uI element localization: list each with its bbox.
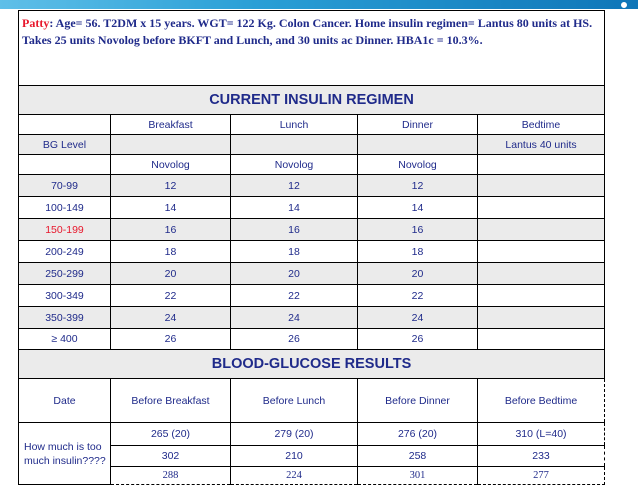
dose-dinner: 24 bbox=[358, 307, 478, 329]
dose-bedtime bbox=[478, 197, 605, 219]
results-header-before-bedtime: Before Bedtime bbox=[478, 379, 605, 423]
result-before-lunch: 279 (20) bbox=[231, 423, 358, 446]
insulin-type-lunch: Novolog bbox=[231, 155, 358, 175]
table-row bbox=[19, 175, 605, 197]
bg-range: 250-299 bbox=[19, 263, 111, 285]
dose-breakfast: 14 bbox=[111, 197, 231, 219]
result-before-lunch: 224 bbox=[231, 467, 358, 485]
insulin-type-breakfast: Novolog bbox=[111, 155, 231, 175]
dose-breakfast: 12 bbox=[111, 175, 231, 197]
insulin-question: How much is too much insulin???? bbox=[19, 423, 111, 485]
bedtime-dose: Lantus 40 units bbox=[478, 135, 605, 155]
dose-lunch: 26 bbox=[231, 329, 358, 350]
result-before-lunch: 210 bbox=[231, 446, 358, 467]
bg-range: 200-249 bbox=[19, 241, 111, 263]
insulin-type-blank bbox=[19, 155, 111, 175]
result-before-dinner: 258 bbox=[358, 446, 478, 467]
dose-lunch: 14 bbox=[231, 197, 358, 219]
dose-breakfast: 22 bbox=[111, 285, 231, 307]
dose-lunch: 16 bbox=[231, 219, 358, 241]
table-row bbox=[19, 219, 605, 241]
dose-dinner: 18 bbox=[358, 241, 478, 263]
bg-level-label: BG Level bbox=[19, 135, 111, 155]
results-title: BLOOD-GLUCOSE RESULTS bbox=[211, 356, 412, 372]
patient-name: Patty bbox=[22, 16, 50, 30]
slide-header-bar bbox=[0, 0, 638, 9]
dose-dinner: 26 bbox=[358, 329, 478, 350]
results-header-before-dinner: Before Dinner bbox=[358, 379, 478, 423]
dose-dinner: 22 bbox=[358, 285, 478, 307]
result-before-dinner: 276 (20) bbox=[358, 423, 478, 446]
dose-bedtime bbox=[478, 241, 605, 263]
results-header-before-breakfast: Before Breakfast bbox=[111, 379, 231, 423]
table-row bbox=[19, 263, 605, 285]
dose-lunch: 24 bbox=[231, 307, 358, 329]
bg-range: 300-349 bbox=[19, 285, 111, 307]
table-row bbox=[19, 307, 605, 329]
patient-summary bbox=[19, 11, 605, 86]
dose-dinner: 16 bbox=[358, 219, 478, 241]
result-before-bedtime: 310 (L=40) bbox=[478, 423, 605, 446]
dose-breakfast: 20 bbox=[111, 263, 231, 285]
table-row bbox=[19, 197, 605, 219]
dose-lunch: 22 bbox=[231, 285, 358, 307]
table-row bbox=[19, 329, 605, 350]
dose-dinner: 12 bbox=[358, 175, 478, 197]
dose-lunch: 20 bbox=[231, 263, 358, 285]
result-before-breakfast: 302 bbox=[111, 446, 231, 467]
bg-breakfast-blank bbox=[111, 135, 231, 155]
results-header-before-lunch: Before Lunch bbox=[231, 379, 358, 423]
insulin-type-dinner: Novolog bbox=[358, 155, 478, 175]
slide-header-dot bbox=[620, 1, 628, 9]
result-before-dinner: 301 bbox=[358, 467, 478, 485]
bg-range: 350-399 bbox=[19, 307, 111, 329]
header-blank bbox=[19, 115, 111, 135]
dose-breakfast: 26 bbox=[111, 329, 231, 350]
dose-lunch: 12 bbox=[231, 175, 358, 197]
patient-summary-text: : Age= 56. T2DM x 15 years. WGT= 122 Kg. Colon Cancer. Home insulin regimen= Lantus 80 units at HS. Takes 25 units Novolog before BKFT and Lunch, and 30 units ac Dinner. HBA1c = 10.3%. bbox=[22, 16, 593, 47]
dose-dinner: 14 bbox=[358, 197, 478, 219]
regimen-title: CURRENT INSULIN REGIMEN bbox=[209, 92, 414, 108]
header-breakfast: Breakfast bbox=[111, 115, 231, 135]
dose-lunch: 18 bbox=[231, 241, 358, 263]
dose-breakfast: 18 bbox=[111, 241, 231, 263]
result-before-bedtime: 277 bbox=[478, 467, 605, 485]
table-row bbox=[19, 285, 605, 307]
bg-dinner-blank bbox=[358, 135, 478, 155]
dose-breakfast: 16 bbox=[111, 219, 231, 241]
bg-range: 70-99 bbox=[19, 175, 111, 197]
dose-bedtime bbox=[478, 175, 605, 197]
dose-bedtime bbox=[478, 307, 605, 329]
result-before-breakfast: 265 (20) bbox=[111, 423, 231, 446]
table-row bbox=[19, 423, 605, 446]
dose-bedtime bbox=[478, 263, 605, 285]
results-header-date: Date bbox=[19, 379, 111, 423]
dose-dinner: 20 bbox=[358, 263, 478, 285]
result-before-breakfast: 288 bbox=[111, 467, 231, 485]
regimen-title-cell bbox=[19, 86, 605, 115]
header-dinner: Dinner bbox=[358, 115, 478, 135]
bg-lunch-blank bbox=[231, 135, 358, 155]
insulin-type-bedtime-blank bbox=[478, 155, 605, 175]
bg-range: ≥ 400 bbox=[19, 329, 111, 350]
insulin-table bbox=[18, 10, 605, 485]
bg-range: 100-149 bbox=[19, 197, 111, 219]
header-bedtime: Bedtime bbox=[478, 115, 605, 135]
header-lunch: Lunch bbox=[231, 115, 358, 135]
bg-range-highlighted: 150-199 bbox=[19, 219, 111, 241]
dose-bedtime bbox=[478, 285, 605, 307]
dose-breakfast: 24 bbox=[111, 307, 231, 329]
results-title-cell bbox=[19, 350, 605, 379]
table-row bbox=[19, 241, 605, 263]
result-before-bedtime: 233 bbox=[478, 446, 605, 467]
dose-bedtime bbox=[478, 219, 605, 241]
dose-bedtime bbox=[478, 329, 605, 350]
